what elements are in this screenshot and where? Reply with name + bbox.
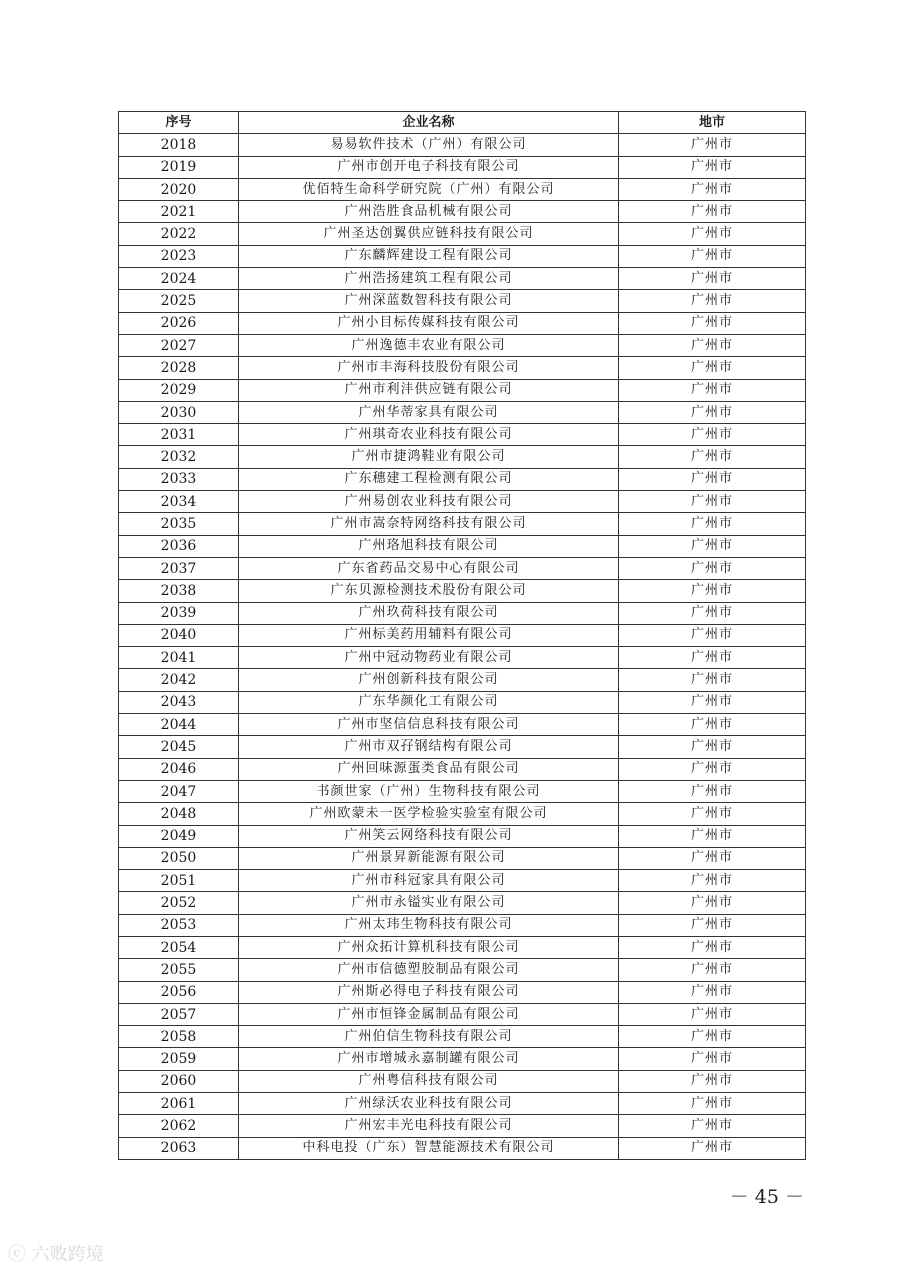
serial-number-cell: 2040 xyxy=(119,624,239,646)
table-row xyxy=(119,669,806,691)
city-cell: 广州市 xyxy=(619,290,806,312)
city-cell: 广州市 xyxy=(619,981,806,1003)
serial-number-cell: 2048 xyxy=(119,803,239,825)
table-row xyxy=(119,870,806,892)
enterprise-name-cell: 广州太玮生物科技有限公司 xyxy=(239,914,619,936)
enterprise-name-cell: 广州逸德丰农业有限公司 xyxy=(239,334,619,356)
table-row xyxy=(119,1070,806,1092)
serial-number-cell: 2028 xyxy=(119,357,239,379)
enterprise-name-cell: 广州市科冠家具有限公司 xyxy=(239,870,619,892)
enterprise-name-cell: 广东穗建工程检测有限公司 xyxy=(239,468,619,490)
serial-number-cell: 2019 xyxy=(119,156,239,178)
city-cell: 广州市 xyxy=(619,780,806,802)
city-cell: 广州市 xyxy=(619,268,806,290)
table-row xyxy=(119,312,806,334)
city-cell: 广州市 xyxy=(619,736,806,758)
enterprise-name-cell: 广州众拓计算机科技有限公司 xyxy=(239,936,619,958)
city-cell: 广州市 xyxy=(619,847,806,869)
enterprise-name-cell: 广州景昇新能源有限公司 xyxy=(239,847,619,869)
serial-number-cell: 2055 xyxy=(119,959,239,981)
watermark-logo: ⓒ 六败跨境 xyxy=(8,1244,104,1265)
enterprise-name-cell: 广州宏丰光电科技有限公司 xyxy=(239,1115,619,1137)
table-row xyxy=(119,825,806,847)
serial-number-cell: 2026 xyxy=(119,312,239,334)
serial-number-cell: 2056 xyxy=(119,981,239,1003)
table-row xyxy=(119,914,806,936)
serial-number-cell: 2047 xyxy=(119,780,239,802)
enterprise-name-cell: 广州欧蒙未一医学检验实验室有限公司 xyxy=(239,803,619,825)
serial-number-cell: 2063 xyxy=(119,1137,239,1159)
table-row xyxy=(119,892,806,914)
city-cell: 广州市 xyxy=(619,1137,806,1159)
enterprise-name-cell: 广州标美药用辅料有限公司 xyxy=(239,624,619,646)
table-row xyxy=(119,557,806,579)
table-row xyxy=(119,268,806,290)
header-enterprise-name: 企业名称 xyxy=(239,112,619,134)
enterprise-name-cell: 广州深蓝数智科技有限公司 xyxy=(239,290,619,312)
table-row xyxy=(119,134,806,156)
table-row xyxy=(119,758,806,780)
enterprise-table xyxy=(118,111,806,1160)
enterprise-name-cell: 广州玖荷科技有限公司 xyxy=(239,602,619,624)
serial-number-cell: 2027 xyxy=(119,334,239,356)
table-row xyxy=(119,1048,806,1070)
enterprise-name-cell: 广州中冠动物药业有限公司 xyxy=(239,647,619,669)
city-cell: 广州市 xyxy=(619,156,806,178)
serial-number-cell: 2057 xyxy=(119,1003,239,1025)
table-row xyxy=(119,513,806,535)
table-row xyxy=(119,1115,806,1137)
enterprise-name-cell: 广州浩扬建筑工程有限公司 xyxy=(239,268,619,290)
serial-number-cell: 2023 xyxy=(119,245,239,267)
table-row xyxy=(119,223,806,245)
serial-number-cell: 2043 xyxy=(119,691,239,713)
table-header-row xyxy=(119,112,806,134)
table-row xyxy=(119,847,806,869)
city-cell: 广州市 xyxy=(619,669,806,691)
serial-number-cell: 2050 xyxy=(119,847,239,869)
city-cell: 广州市 xyxy=(619,1003,806,1025)
serial-number-cell: 2018 xyxy=(119,134,239,156)
enterprise-name-cell: 广州市丰海科技股份有限公司 xyxy=(239,357,619,379)
enterprise-name-cell: 广州市信德塑胶制品有限公司 xyxy=(239,959,619,981)
enterprise-name-cell: 广州市捷鸿鞋业有限公司 xyxy=(239,446,619,468)
serial-number-cell: 2058 xyxy=(119,1026,239,1048)
enterprise-name-cell: 广州市坚信信息科技有限公司 xyxy=(239,714,619,736)
serial-number-cell: 2032 xyxy=(119,446,239,468)
city-cell: 广州市 xyxy=(619,1115,806,1137)
city-cell: 广州市 xyxy=(619,312,806,334)
table-row xyxy=(119,245,806,267)
table-row xyxy=(119,981,806,1003)
serial-number-cell: 2024 xyxy=(119,268,239,290)
serial-number-cell: 2029 xyxy=(119,379,239,401)
table-row xyxy=(119,1003,806,1025)
city-cell: 广州市 xyxy=(619,468,806,490)
city-cell: 广州市 xyxy=(619,870,806,892)
table-row xyxy=(119,491,806,513)
table-row xyxy=(119,201,806,223)
enterprise-name-cell: 广东贝源检测技术股份有限公司 xyxy=(239,580,619,602)
city-cell: 广州市 xyxy=(619,892,806,914)
table-row xyxy=(119,959,806,981)
city-cell: 广州市 xyxy=(619,1048,806,1070)
enterprise-name-cell: 广州笑云网络科技有限公司 xyxy=(239,825,619,847)
enterprise-name-cell: 广州市永镒实业有限公司 xyxy=(239,892,619,914)
serial-number-cell: 2039 xyxy=(119,602,239,624)
enterprise-name-cell: 书颜世家（广州）生物科技有限公司 xyxy=(239,780,619,802)
city-cell: 广州市 xyxy=(619,513,806,535)
table-row xyxy=(119,424,806,446)
enterprise-name-cell: 广州市恒锋金属制品有限公司 xyxy=(239,1003,619,1025)
city-cell: 广州市 xyxy=(619,647,806,669)
serial-number-cell: 2034 xyxy=(119,491,239,513)
table-row xyxy=(119,803,806,825)
table-row xyxy=(119,290,806,312)
city-cell: 广州市 xyxy=(619,714,806,736)
enterprise-name-cell: 广州小目标传媒科技有限公司 xyxy=(239,312,619,334)
city-cell: 广州市 xyxy=(619,1026,806,1048)
city-cell: 广州市 xyxy=(619,825,806,847)
serial-number-cell: 2054 xyxy=(119,936,239,958)
table-row xyxy=(119,1137,806,1159)
city-cell: 广州市 xyxy=(619,580,806,602)
table-row xyxy=(119,379,806,401)
enterprise-name-cell: 广州伯信生物科技有限公司 xyxy=(239,1026,619,1048)
city-cell: 广州市 xyxy=(619,624,806,646)
serial-number-cell: 2036 xyxy=(119,535,239,557)
table-row xyxy=(119,334,806,356)
serial-number-cell: 2022 xyxy=(119,223,239,245)
city-cell: 广州市 xyxy=(619,602,806,624)
enterprise-name-cell: 广州浩胜食品机械有限公司 xyxy=(239,201,619,223)
table-row xyxy=(119,647,806,669)
page-number: － 45 － xyxy=(729,1186,804,1208)
enterprise-name-cell: 广州回味源蛋类食品有限公司 xyxy=(239,758,619,780)
serial-number-cell: 2020 xyxy=(119,178,239,200)
table-row xyxy=(119,401,806,423)
city-cell: 广州市 xyxy=(619,401,806,423)
table-row xyxy=(119,580,806,602)
serial-number-cell: 2021 xyxy=(119,201,239,223)
table-row xyxy=(119,624,806,646)
enterprise-name-cell: 广东省药品交易中心有限公司 xyxy=(239,557,619,579)
header-serial-number: 序号 xyxy=(119,112,239,134)
city-cell: 广州市 xyxy=(619,334,806,356)
enterprise-name-cell: 优佰特生命科学研究院（广州）有限公司 xyxy=(239,178,619,200)
city-cell: 广州市 xyxy=(619,936,806,958)
enterprise-name-cell: 中科电投（广东）智慧能源技术有限公司 xyxy=(239,1137,619,1159)
table-row xyxy=(119,1093,806,1115)
city-cell: 广州市 xyxy=(619,914,806,936)
serial-number-cell: 2059 xyxy=(119,1048,239,1070)
city-cell: 广州市 xyxy=(619,424,806,446)
table-row xyxy=(119,691,806,713)
table-row xyxy=(119,780,806,802)
city-cell: 广州市 xyxy=(619,1093,806,1115)
table-row xyxy=(119,178,806,200)
table-row xyxy=(119,156,806,178)
enterprise-name-cell: 广州珞旭科技有限公司 xyxy=(239,535,619,557)
serial-number-cell: 2052 xyxy=(119,892,239,914)
enterprise-name-cell: 广州琪奇农业科技有限公司 xyxy=(239,424,619,446)
enterprise-name-cell: 广州圣达创翼供应链科技有限公司 xyxy=(239,223,619,245)
city-cell: 广州市 xyxy=(619,223,806,245)
city-cell: 广州市 xyxy=(619,959,806,981)
city-cell: 广州市 xyxy=(619,201,806,223)
enterprise-name-cell: 广州粤信科技有限公司 xyxy=(239,1070,619,1092)
table-row xyxy=(119,1026,806,1048)
city-cell: 广州市 xyxy=(619,1070,806,1092)
city-cell: 广州市 xyxy=(619,803,806,825)
table-row xyxy=(119,535,806,557)
enterprise-name-cell: 广州市创开电子科技有限公司 xyxy=(239,156,619,178)
serial-number-cell: 2062 xyxy=(119,1115,239,1137)
serial-number-cell: 2051 xyxy=(119,870,239,892)
table-row xyxy=(119,936,806,958)
table-row xyxy=(119,357,806,379)
enterprise-name-cell: 广东麟辉建设工程有限公司 xyxy=(239,245,619,267)
enterprise-name-cell: 广州绿沃农业科技有限公司 xyxy=(239,1093,619,1115)
enterprise-name-cell: 广州市嵩奈特网络科技有限公司 xyxy=(239,513,619,535)
enterprise-name-cell: 广东华颜化工有限公司 xyxy=(239,691,619,713)
serial-number-cell: 2041 xyxy=(119,647,239,669)
city-cell: 广州市 xyxy=(619,758,806,780)
city-cell: 广州市 xyxy=(619,178,806,200)
serial-number-cell: 2049 xyxy=(119,825,239,847)
serial-number-cell: 2031 xyxy=(119,424,239,446)
enterprise-name-cell: 广州市增城永嘉制罐有限公司 xyxy=(239,1048,619,1070)
serial-number-cell: 2061 xyxy=(119,1093,239,1115)
city-cell: 广州市 xyxy=(619,557,806,579)
city-cell: 广州市 xyxy=(619,491,806,513)
enterprise-name-cell: 易易软件技术（广州）有限公司 xyxy=(239,134,619,156)
enterprise-name-cell: 广州斯必得电子科技有限公司 xyxy=(239,981,619,1003)
serial-number-cell: 2030 xyxy=(119,401,239,423)
table-row xyxy=(119,714,806,736)
serial-number-cell: 2037 xyxy=(119,557,239,579)
city-cell: 广州市 xyxy=(619,357,806,379)
city-cell: 广州市 xyxy=(619,446,806,468)
city-cell: 广州市 xyxy=(619,245,806,267)
enterprise-name-cell: 广州创新科技有限公司 xyxy=(239,669,619,691)
serial-number-cell: 2035 xyxy=(119,513,239,535)
serial-number-cell: 2038 xyxy=(119,580,239,602)
header-city: 地市 xyxy=(619,112,806,134)
serial-number-cell: 2053 xyxy=(119,914,239,936)
city-cell: 广州市 xyxy=(619,535,806,557)
table-row xyxy=(119,468,806,490)
table-body xyxy=(119,134,806,1160)
serial-number-cell: 2044 xyxy=(119,714,239,736)
enterprise-name-cell: 广州市利沣供应链有限公司 xyxy=(239,379,619,401)
serial-number-cell: 2046 xyxy=(119,758,239,780)
serial-number-cell: 2033 xyxy=(119,468,239,490)
serial-number-cell: 2025 xyxy=(119,290,239,312)
table-row xyxy=(119,736,806,758)
city-cell: 广州市 xyxy=(619,134,806,156)
enterprise-name-cell: 广州市双孖钢结构有限公司 xyxy=(239,736,619,758)
enterprise-name-cell: 广州华蒂家具有限公司 xyxy=(239,401,619,423)
serial-number-cell: 2045 xyxy=(119,736,239,758)
city-cell: 广州市 xyxy=(619,691,806,713)
serial-number-cell: 2060 xyxy=(119,1070,239,1092)
serial-number-cell: 2042 xyxy=(119,669,239,691)
enterprise-name-cell: 广州易创农业科技有限公司 xyxy=(239,491,619,513)
table-row xyxy=(119,602,806,624)
table-row xyxy=(119,446,806,468)
city-cell: 广州市 xyxy=(619,379,806,401)
